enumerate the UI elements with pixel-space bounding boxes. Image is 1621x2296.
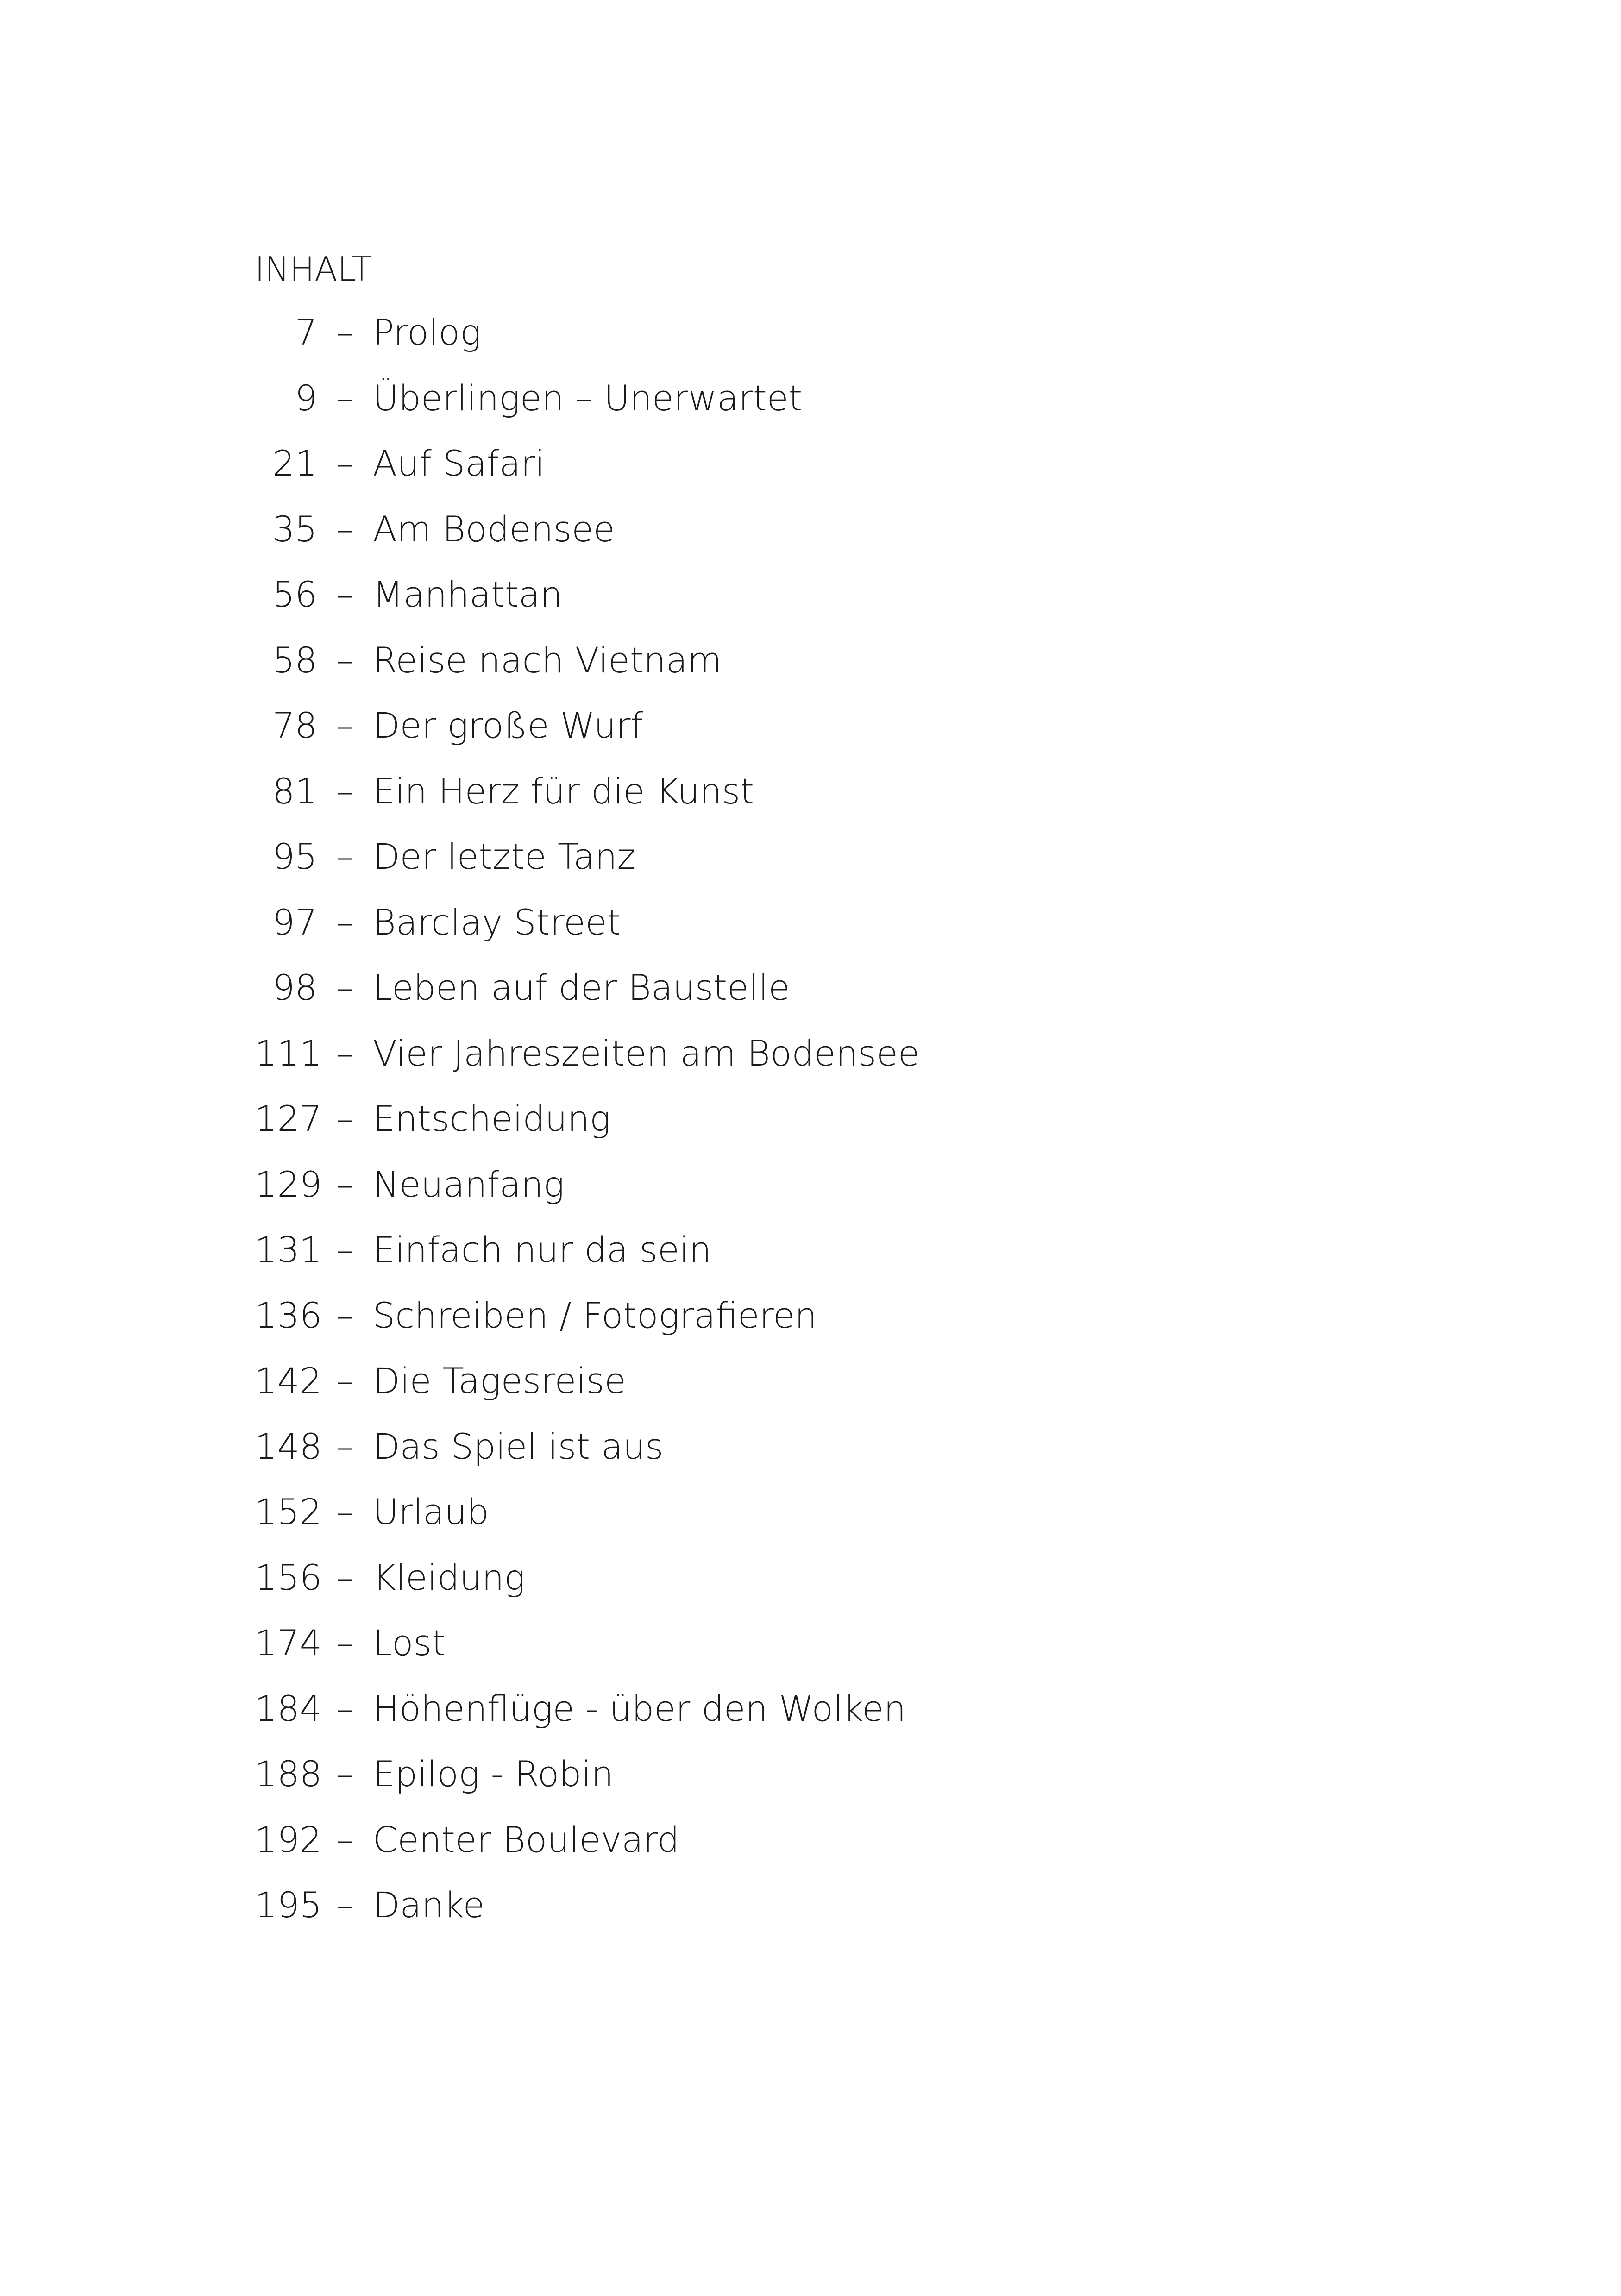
toc-page-number: 142 <box>255 1360 322 1401</box>
toc-separator: – <box>336 1687 354 1729</box>
toc-separator: – <box>336 1556 354 1598</box>
toc-entry <box>255 967 920 1036</box>
toc-separator: – <box>336 1294 354 1336</box>
toc-page-number: 78 <box>272 705 317 746</box>
toc-separator: – <box>336 639 354 681</box>
toc-separator: – <box>336 1819 354 1860</box>
toc-entry <box>255 1687 920 1757</box>
toc-chapter-title: Barclay Street <box>373 901 621 943</box>
toc-chapter-title: Lost <box>373 1622 446 1663</box>
toc-page-number: 56 <box>272 574 317 615</box>
toc-separator: – <box>336 770 354 812</box>
toc-page-number: 9 <box>295 377 317 419</box>
toc-chapter-title: Einfach nur da sein <box>373 1229 712 1270</box>
toc-chapter-title: Ein Herz für die Kunst <box>373 770 754 812</box>
toc-page-number: 188 <box>255 1753 322 1794</box>
toc-page-number: 81 <box>272 770 317 812</box>
toc-chapter-title: Schreiben / Fotografieren <box>373 1294 817 1336</box>
toc-separator: – <box>336 1229 354 1270</box>
toc-chapter-title: Die Tagesreise <box>373 1360 626 1401</box>
toc-entry <box>255 377 920 446</box>
toc-separator: – <box>336 1622 354 1663</box>
toc-chapter-title: Entscheidung <box>373 1098 611 1139</box>
toc-chapter-title: Leben auf der Baustelle <box>373 967 790 1008</box>
toc-separator: – <box>336 508 354 550</box>
toc-separator: – <box>336 901 354 943</box>
toc-page-number: 127 <box>255 1098 322 1139</box>
toc-chapter-title: Der große Wurf <box>373 705 643 746</box>
toc-separator: – <box>336 1098 354 1139</box>
toc-entry <box>255 836 920 905</box>
toc-entry <box>255 1556 920 1626</box>
toc-chapter-title: Manhattan <box>373 574 563 615</box>
toc-chapter-title: Überlingen – Unerwartet <box>373 377 803 419</box>
toc-page-number: 95 <box>272 836 317 877</box>
toc-separator: – <box>336 1032 354 1074</box>
toc-chapter-title: Center Boulevard <box>373 1819 679 1860</box>
toc-entry <box>255 1163 920 1233</box>
toc-chapter-title: Prolog <box>373 312 481 353</box>
toc-entry <box>255 1032 920 1102</box>
toc-page-number: 148 <box>255 1425 322 1467</box>
toc-page-number: 97 <box>272 901 317 943</box>
toc-separator: – <box>336 574 354 615</box>
toc-chapter-title: Neuanfang <box>373 1163 565 1205</box>
toc-entry <box>255 1753 920 1822</box>
toc-page-number: 129 <box>255 1163 322 1205</box>
toc-entry <box>255 1819 920 1888</box>
toc-chapter-title: Danke <box>373 1884 485 1926</box>
toc-entry <box>255 1884 920 1953</box>
toc-separator: – <box>336 705 354 746</box>
toc-page-number: 184 <box>255 1687 322 1729</box>
toc-page-number: 152 <box>255 1491 322 1532</box>
toc-page-number: 98 <box>272 967 317 1008</box>
toc-chapter-title: Das Spiel ist aus <box>373 1425 664 1467</box>
toc-page-number: 7 <box>295 312 317 353</box>
toc-separator: – <box>336 1884 354 1926</box>
toc-page-number: 111 <box>255 1032 322 1074</box>
toc-separator: – <box>336 1425 354 1467</box>
toc-entry <box>255 1098 920 1167</box>
toc-separator: – <box>336 836 354 877</box>
toc-entry <box>255 312 920 381</box>
toc-chapter-title: Vier Jahreszeiten am Bodensee <box>373 1032 920 1074</box>
toc-separator: – <box>336 1491 354 1532</box>
toc-page-number: 58 <box>272 639 317 681</box>
toc-separator: – <box>336 1360 354 1401</box>
toc-entry <box>255 1360 920 1429</box>
toc-chapter-title: Epilog - Robin <box>373 1753 614 1794</box>
toc-chapter-title: Am Bodensee <box>373 508 615 550</box>
toc-entry <box>255 1622 920 1691</box>
toc-entry <box>255 508 920 577</box>
toc-page-number: 174 <box>255 1622 322 1663</box>
table-of-contents <box>255 312 920 1953</box>
toc-page-number: 156 <box>255 1556 322 1598</box>
toc-page-number: 131 <box>255 1229 322 1270</box>
toc-chapter-title: Urlaub <box>373 1491 489 1532</box>
toc-entry <box>255 1294 920 1364</box>
toc-entry <box>255 639 920 709</box>
toc-chapter-title: Höhenflüge - über den Wolken <box>373 1687 906 1729</box>
toc-separator: – <box>336 377 354 419</box>
toc-entry <box>255 770 920 840</box>
toc-chapter-title: Reise nach Vietnam <box>373 639 722 681</box>
toc-separator: – <box>336 312 354 353</box>
toc-page-number: 195 <box>255 1884 322 1926</box>
toc-entry <box>255 901 920 971</box>
toc-chapter-title: Der letzte Tanz <box>373 836 636 877</box>
toc-separator: – <box>336 1753 354 1794</box>
toc-entry <box>255 574 920 643</box>
toc-heading: INHALT <box>255 250 372 289</box>
toc-entry <box>255 705 920 774</box>
toc-chapter-title: Kleidung <box>373 1556 526 1598</box>
toc-separator: – <box>336 443 354 484</box>
toc-entry <box>255 1425 920 1495</box>
toc-chapter-title: Auf Safari <box>373 443 545 484</box>
toc-entry <box>255 443 920 512</box>
toc-page-number: 35 <box>272 508 317 550</box>
toc-page-number: 21 <box>272 443 317 484</box>
toc-page-number: 192 <box>255 1819 322 1860</box>
toc-entry <box>255 1229 920 1298</box>
toc-entry <box>255 1491 920 1560</box>
toc-separator: – <box>336 1163 354 1205</box>
toc-separator: – <box>336 967 354 1008</box>
toc-page-number: 136 <box>255 1294 322 1336</box>
